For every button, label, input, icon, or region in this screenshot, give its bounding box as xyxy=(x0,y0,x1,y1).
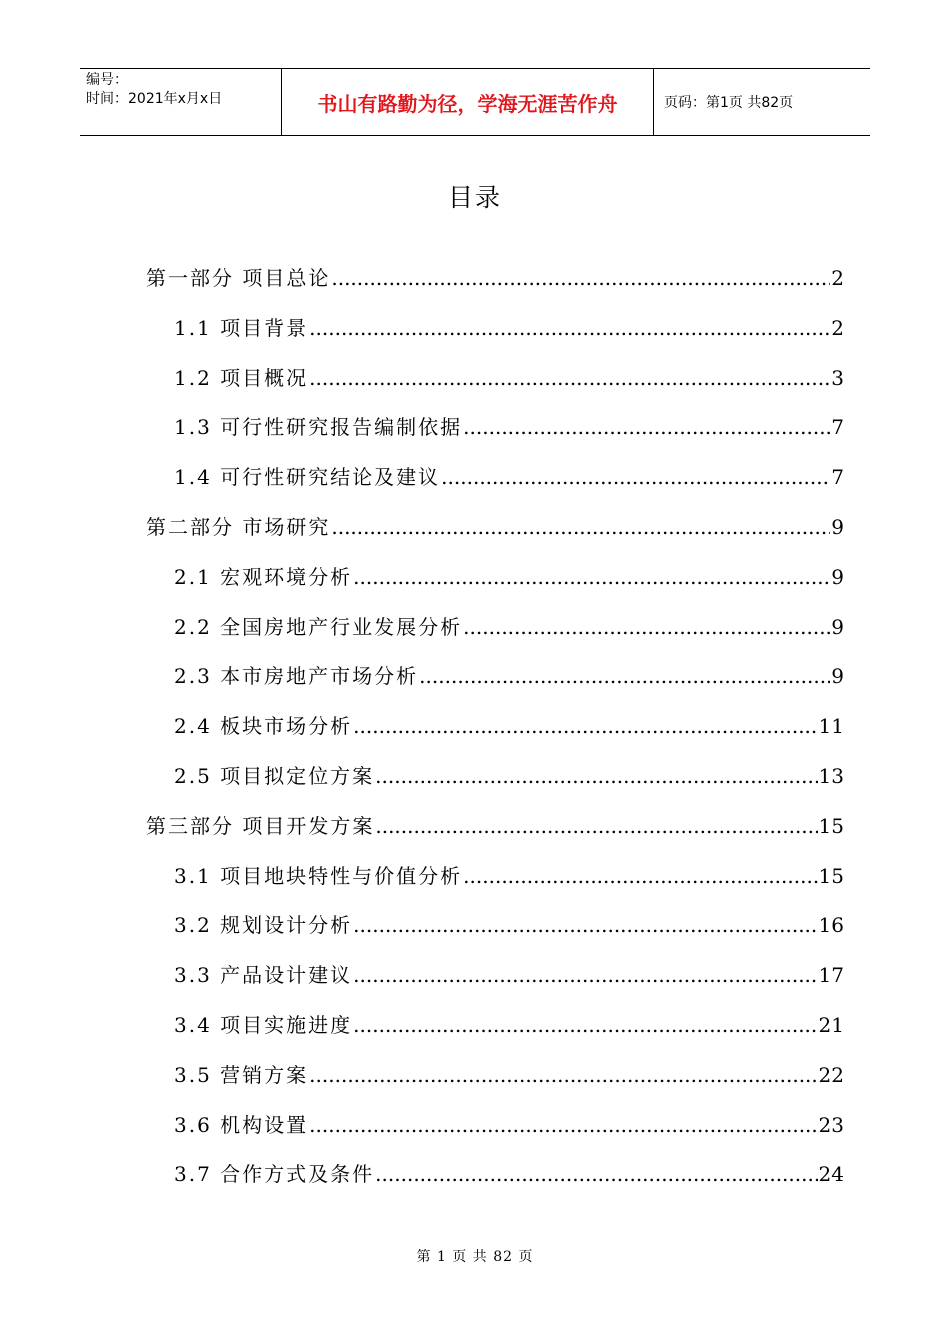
toc-dot-leader xyxy=(353,714,817,738)
toc-dot-leader xyxy=(331,515,830,539)
header-date: 时间：2021年x月x日 xyxy=(86,91,223,107)
toc-entry-label: 3.7 合作方式及条件 xyxy=(174,1162,375,1187)
toc-entry[interactable] xyxy=(146,511,844,541)
toc-entry-page: 15 xyxy=(818,813,844,838)
toc-entry[interactable] xyxy=(174,362,844,392)
toc-entry-page: 13 xyxy=(818,764,844,788)
header-number: 编号： xyxy=(86,72,128,88)
toc-entry[interactable] xyxy=(174,660,844,690)
page-title: 目录 xyxy=(447,183,502,212)
toc-entry-page: 22 xyxy=(818,1062,844,1087)
toc-dot-leader xyxy=(463,415,830,439)
toc-entry-page: 21 xyxy=(818,1013,844,1037)
toc-dot-leader xyxy=(375,764,817,788)
toc-entry-page: 9 xyxy=(831,614,844,639)
toc-entry-page: 15 xyxy=(818,863,844,888)
toc-entry-page: 2 xyxy=(831,266,844,290)
toc-entry-label: 3.4 项目实施进度 xyxy=(174,1013,353,1037)
toc-dot-leader xyxy=(463,864,817,888)
toc-entry-page: 7 xyxy=(831,415,844,440)
toc-entry-label: 第二部分 市场研究 xyxy=(146,515,331,539)
toc-entry-label: 2.3 本市房地产市场分析 xyxy=(174,664,419,689)
toc-entry[interactable] xyxy=(174,1158,844,1188)
toc-entry-page: 17 xyxy=(818,963,844,988)
toc-entry-page: 23 xyxy=(818,1112,844,1137)
toc-entry[interactable] xyxy=(174,760,844,790)
toc-entry-label: 1.2 项目概况 xyxy=(174,365,309,390)
toc-entry-page: 11 xyxy=(818,714,844,739)
toc-entry-label: 3.2 规划设计分析 xyxy=(174,913,353,938)
toc-entry-page: 24 xyxy=(818,1162,844,1187)
toc-entry[interactable] xyxy=(174,411,844,441)
toc-entry[interactable] xyxy=(174,710,844,740)
toc-dot-leader xyxy=(331,266,830,290)
toc-dot-leader xyxy=(375,814,817,838)
toc-entry-label: 2.1 宏观环境分析 xyxy=(174,564,353,589)
toc-entry-label: 2.5 项目拟定位方案 xyxy=(174,764,375,788)
toc-entry[interactable] xyxy=(146,262,844,292)
toc-dot-leader xyxy=(309,316,830,340)
toc-entry-page: 9 xyxy=(831,664,844,689)
toc-entry-label: 2.4 板块市场分析 xyxy=(174,714,353,739)
toc-entry-page: 9 xyxy=(831,564,844,589)
toc-dot-leader xyxy=(353,1013,817,1037)
toc-entry-label: 1.4 可行性研究结论及建议 xyxy=(174,465,441,490)
toc-entry[interactable] xyxy=(174,860,844,890)
toc-entry-page: 9 xyxy=(831,515,844,539)
toc-entry-label: 第一部分 项目总论 xyxy=(146,266,331,290)
toc-entry-page: 16 xyxy=(818,913,844,938)
toc-entry[interactable] xyxy=(146,810,844,840)
page-footer: 第 1 页 共 82 页 xyxy=(416,1249,534,1265)
toc-entry[interactable] xyxy=(174,611,844,641)
toc-entry[interactable] xyxy=(174,909,844,939)
toc-entry-page: 3 xyxy=(831,365,844,390)
toc-entry-label: 第三部分 项目开发方案 xyxy=(146,813,375,838)
toc-dot-leader xyxy=(463,615,830,639)
toc-dot-leader xyxy=(309,366,830,390)
toc-dot-leader xyxy=(441,465,830,489)
toc-dot-leader xyxy=(353,913,817,937)
toc-entry-label: 3.5 营销方案 xyxy=(174,1062,309,1087)
toc-dot-leader xyxy=(375,1162,817,1186)
toc-entry-label: 3.1 项目地块特性与价值分析 xyxy=(174,863,463,888)
toc-dot-leader xyxy=(309,1113,817,1137)
toc-dot-leader xyxy=(309,1063,817,1087)
toc-entry-label: 3.3 产品设计建议 xyxy=(174,963,353,988)
header-meta xyxy=(80,69,282,135)
toc-entry-page: 7 xyxy=(831,465,844,490)
toc-entry[interactable] xyxy=(174,312,844,342)
toc-entry[interactable] xyxy=(174,1109,844,1139)
toc-entry[interactable] xyxy=(174,1009,844,1039)
toc-entry-page: 2 xyxy=(831,315,844,340)
toc-dot-leader xyxy=(353,565,830,589)
header-page-info: 页码：第1页 共82页 xyxy=(664,95,794,111)
toc-entry[interactable] xyxy=(174,461,844,491)
toc-dot-leader xyxy=(353,963,817,987)
toc-entry[interactable] xyxy=(174,1059,844,1089)
page-header xyxy=(80,68,870,136)
toc-entry-label: 3.6 机构设置 xyxy=(174,1112,309,1137)
toc-entry-label: 1.3 可行性研究报告编制依据 xyxy=(174,415,463,440)
toc-entry[interactable] xyxy=(174,959,844,989)
toc-dot-leader xyxy=(419,664,830,688)
toc-entry[interactable] xyxy=(174,561,844,591)
header-motto: 书山有路勤为径，学海无涯苦作舟 xyxy=(282,69,654,135)
toc-entry-label: 2.2 全国房地产行业发展分析 xyxy=(174,614,463,639)
toc-entry-label: 1.1 项目背景 xyxy=(174,315,309,340)
